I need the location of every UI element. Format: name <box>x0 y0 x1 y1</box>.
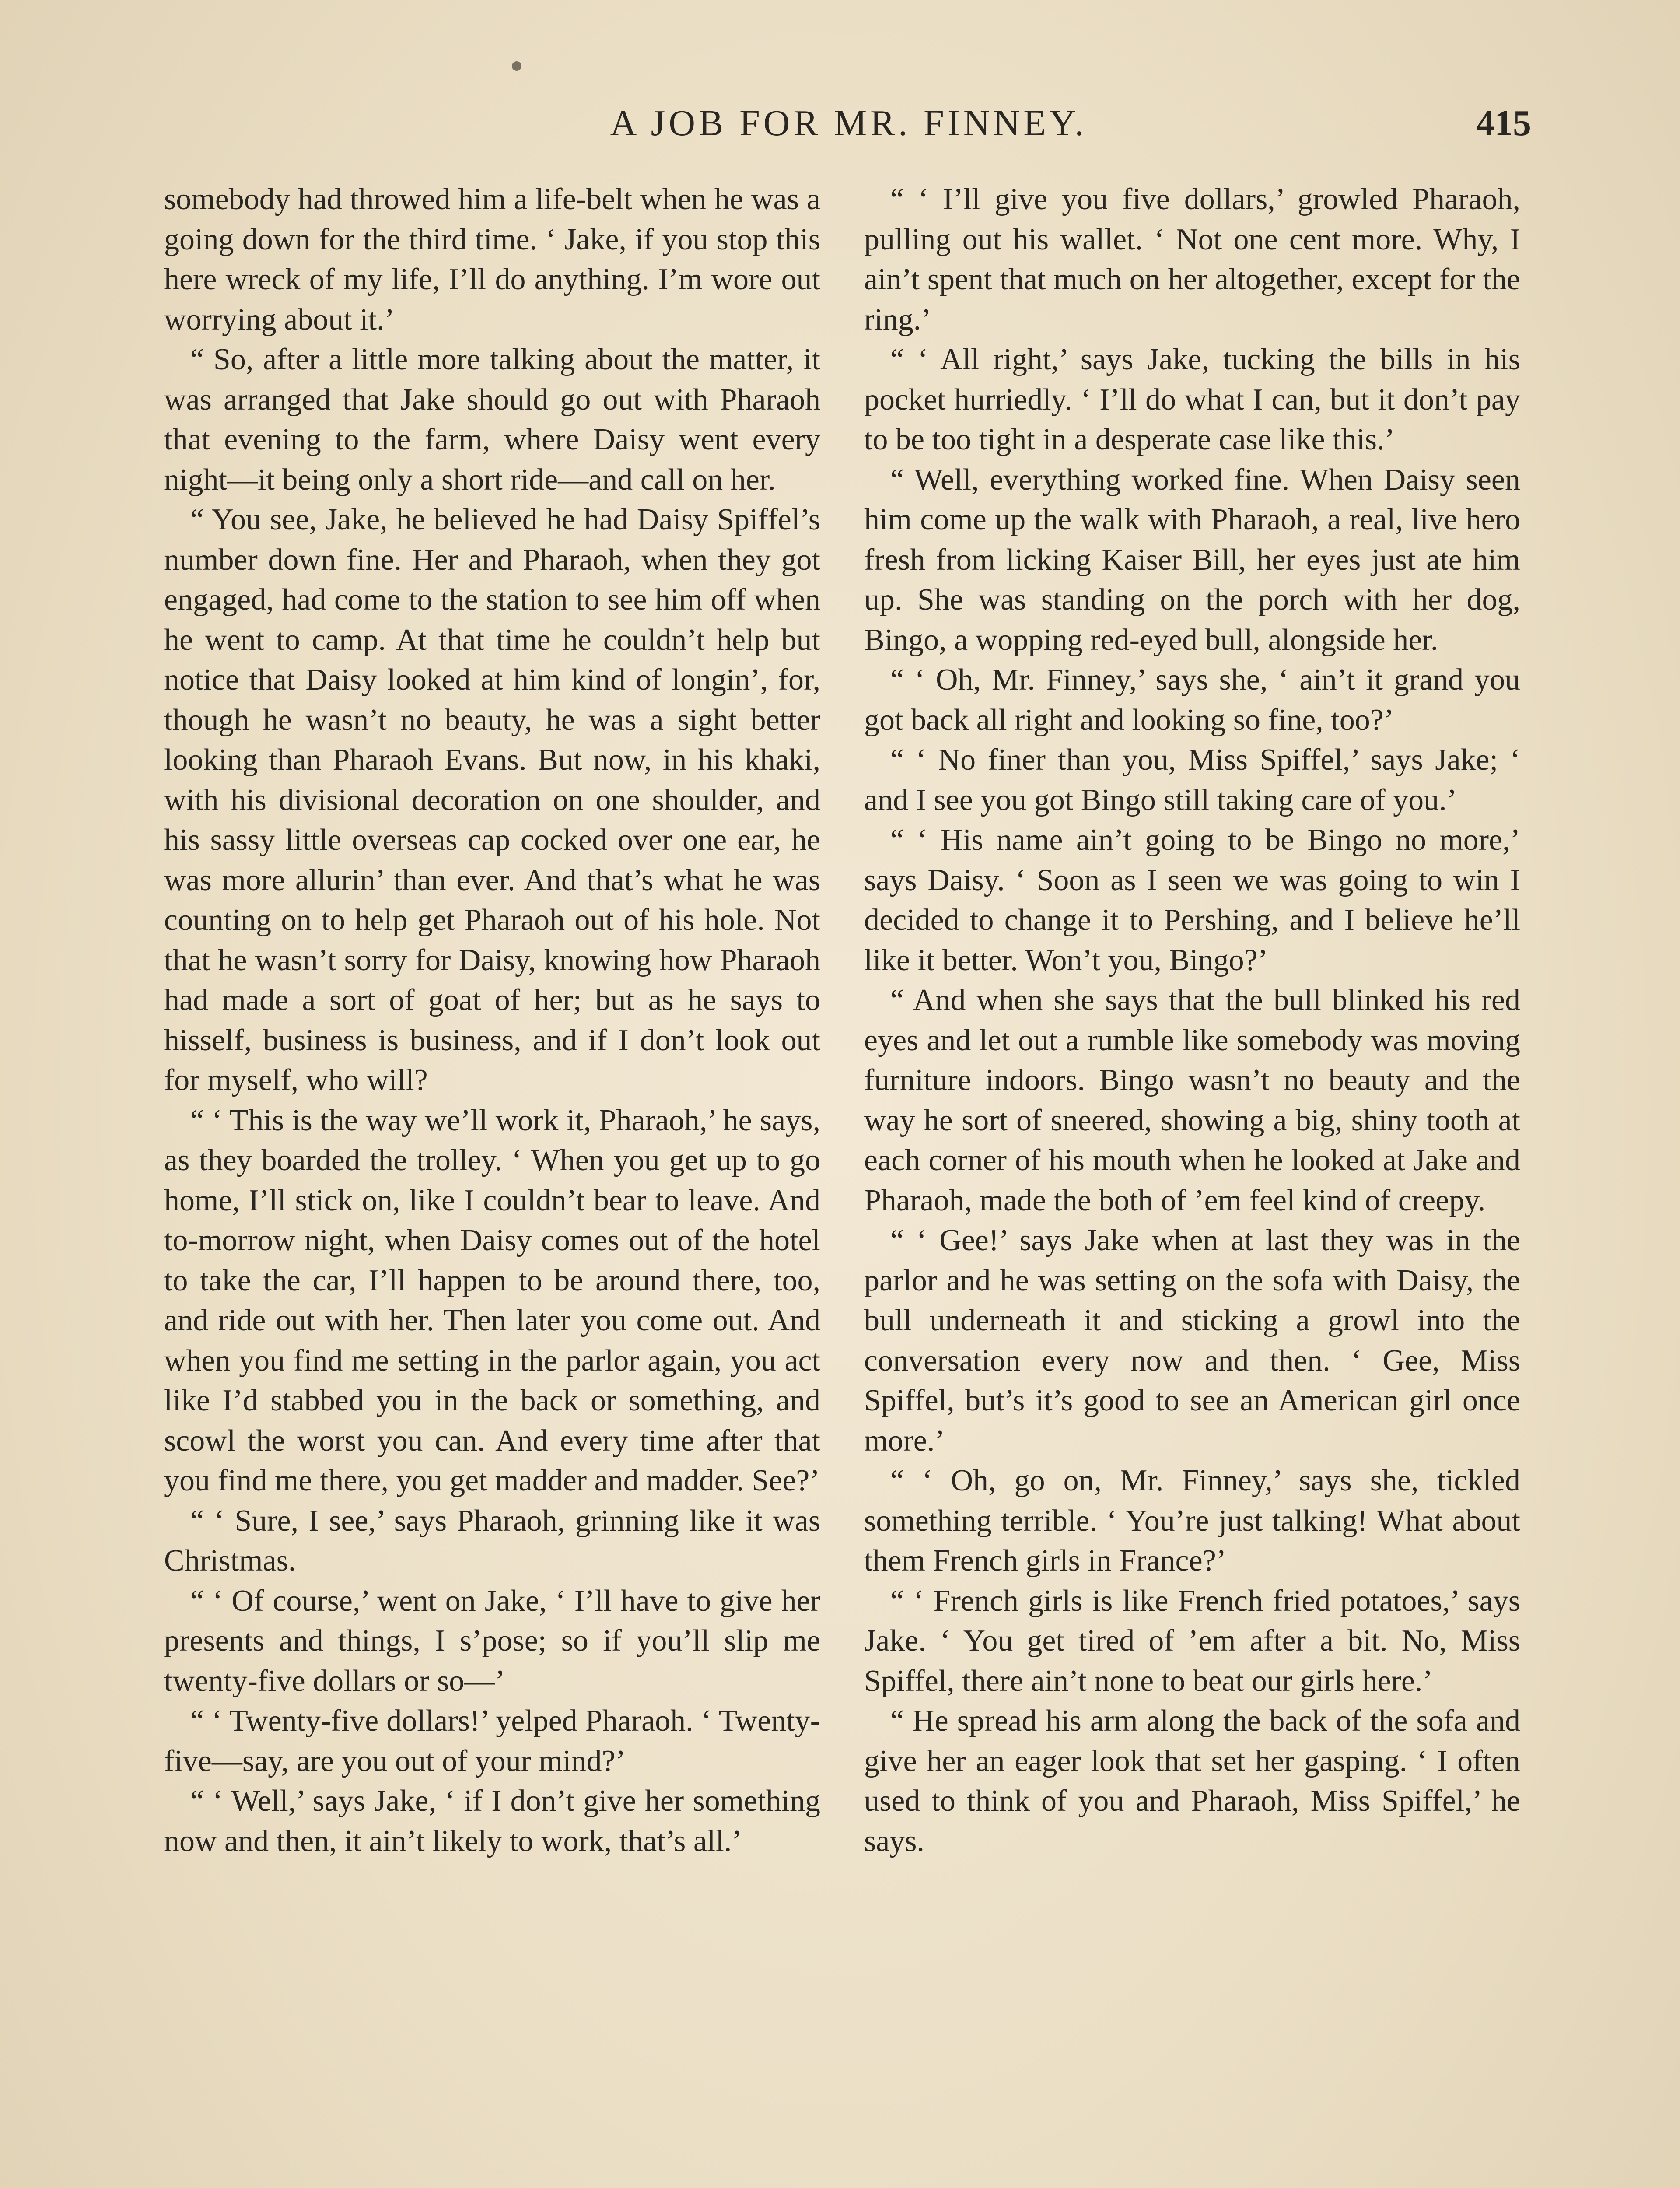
paragraph: “ ‘ Well,’ says Jake, ‘ if I don’t give her something now and then, it ain’t likely to work, that’s all.’ <box>164 1784 820 1858</box>
paragraph: “ ‘ Sure, I see,’ says Pharaoh, grinning like it was Christmas. <box>164 1504 820 1578</box>
paragraph: “ He spread his arm along the back of the sofa and give her an eager look that set her gasping. ‘ I often used to think of you and Pharaoh, Miss Spiffel,’ he says. <box>864 1704 1520 1858</box>
paragraph: “ ‘ French girls is like French fried potatoes,’ says Jake. ‘ You get tired of ’em after a bit. No, Miss Spiffel, there ain’t none to beat our girls here.’ <box>864 1584 1520 1698</box>
paragraph: “ ‘ Twenty-five dollars!’ yelped Pharaoh. ‘ Twenty-five—say, are you out of your mind?’ <box>164 1704 820 1778</box>
left-column <box>164 179 820 1861</box>
paragraph: “ ‘ Gee!’ says Jake when at last they was in the parlor and he was setting on the sofa with Daisy, the bull underneath it and sticking a growl into the conversation every now and then. ‘ Gee, Miss Spiffel, but’s it’s good to see an American girl once more.’ <box>864 1224 1520 1458</box>
paper-speck <box>512 61 522 71</box>
paragraph: “ Well, everything worked fine. When Daisy seen him come up the walk with Pharaoh, a real, live hero fresh from licking Kaiser Bill, her eyes just ate him up. She was standing on the porch with her dog, Bingo, a wopping red-eyed bull, alongside her. <box>864 463 1520 657</box>
paragraph: “ ‘ His name ain’t going to be Bingo no more,’ says Daisy. ‘ Soon as I seen we was going to win I decided to change it to Pershing, and I believe he’ll like it better. Won’t you, Bingo?’ <box>864 823 1520 977</box>
paragraph: “ ‘ All right,’ says Jake, tucking the bills in his pocket hurriedly. ‘ I’ll do what I can, but it don’t pay to be too tight in a desperate case like this.’ <box>864 343 1520 456</box>
running-title: A JOB FOR MR. FINNEY. <box>610 103 1088 144</box>
paragraph: “ ‘ No finer than you, Miss Spiffel,’ says Jake; ‘ and I see you got Bingo still taking care of you.’ <box>864 743 1520 817</box>
paragraph: “ You see, Jake, he believed he had Daisy Spiffel’s number down fine. Her and Pharaoh, when they got engaged, had come to the station to see him off when he went to camp. At that time he couldn’t help but notice that Daisy looked at him kind of longin’, for, though he wasn’t no beauty, he was a sight better looking than Pharaoh Evans. But now, in his khaki, with his divisional decoration on one shoulder, and his sassy little overseas cap cocked over one ear, he was more allurin’ than ever. And that’s what he was counting on to help get Pharaoh out of his hole. Not that he wasn’t sorry for Daisy, knowing how Pharaoh had made a sort of goat of her; but as he says to hisself, business is business, and if I don’t look out for myself, who will? <box>164 503 820 1097</box>
paragraph: “ ‘ I’ll give you five dollars,’ growled Pharaoh, pulling out his wallet. ‘ Not one cent more. Why, I ain’t spent that much on her altogether, except for the ring.’ <box>864 182 1520 337</box>
page-header <box>166 97 1531 150</box>
right-column <box>864 179 1520 1861</box>
paragraph: “ So, after a little more talking about the matter, it was arranged that Jake should go out with Pharaoh that evening to the farm, where Daisy went every night—it being only a short ride—and call on her. <box>164 343 820 497</box>
paragraph: “ ‘ Oh, go on, Mr. Finney,’ says she, tickled something terrible. ‘ You’re just talking! What about them French girls in France?’ <box>864 1464 1520 1578</box>
page-number: 415 <box>1476 103 1531 144</box>
paragraph: “ ‘ Oh, Mr. Finney,’ says she, ‘ ain’t it grand you got back all right and looking so fine, too?’ <box>864 663 1520 737</box>
paragraph: somebody had throwed him a life-belt when he was a going down for the third time. ‘ Jake, if you stop this here wreck of my life, I’ll do anything. I’m wore out worrying about it.’ <box>164 182 820 337</box>
paragraph: “ And when she says that the bull blinked his red eyes and let out a rumble like somebody was moving furniture indoors. Bingo wasn’t no beauty and the way he sort of sneered, showing a big, shiny tooth at each corner of his mouth when he looked at Jake and Pharaoh, made the both of ’em feel kind of creepy. <box>864 983 1520 1217</box>
paragraph: “ ‘ This is the way we’ll work it, Pharaoh,’ he says, as they boarded the trolley. ‘ When you get up to go home, I’ll stick on, like I couldn’t bear to leave. And to-morrow night, when Daisy comes out of the hotel to take the car, I’ll happen to be around there, too, and ride out with her. Then later you come out. And when you find me setting in the parlor again, you act like I’d stabbed you in the back or something, and scowl the worst you can. And every time after that you find me there, you get madder and madder. See?’ <box>164 1103 820 1497</box>
paragraph: “ ‘ Of course,’ went on Jake, ‘ I’ll have to give her presents and things, I s’pose; so if you’ll slip me twenty-five dollars or so—’ <box>164 1584 820 1698</box>
